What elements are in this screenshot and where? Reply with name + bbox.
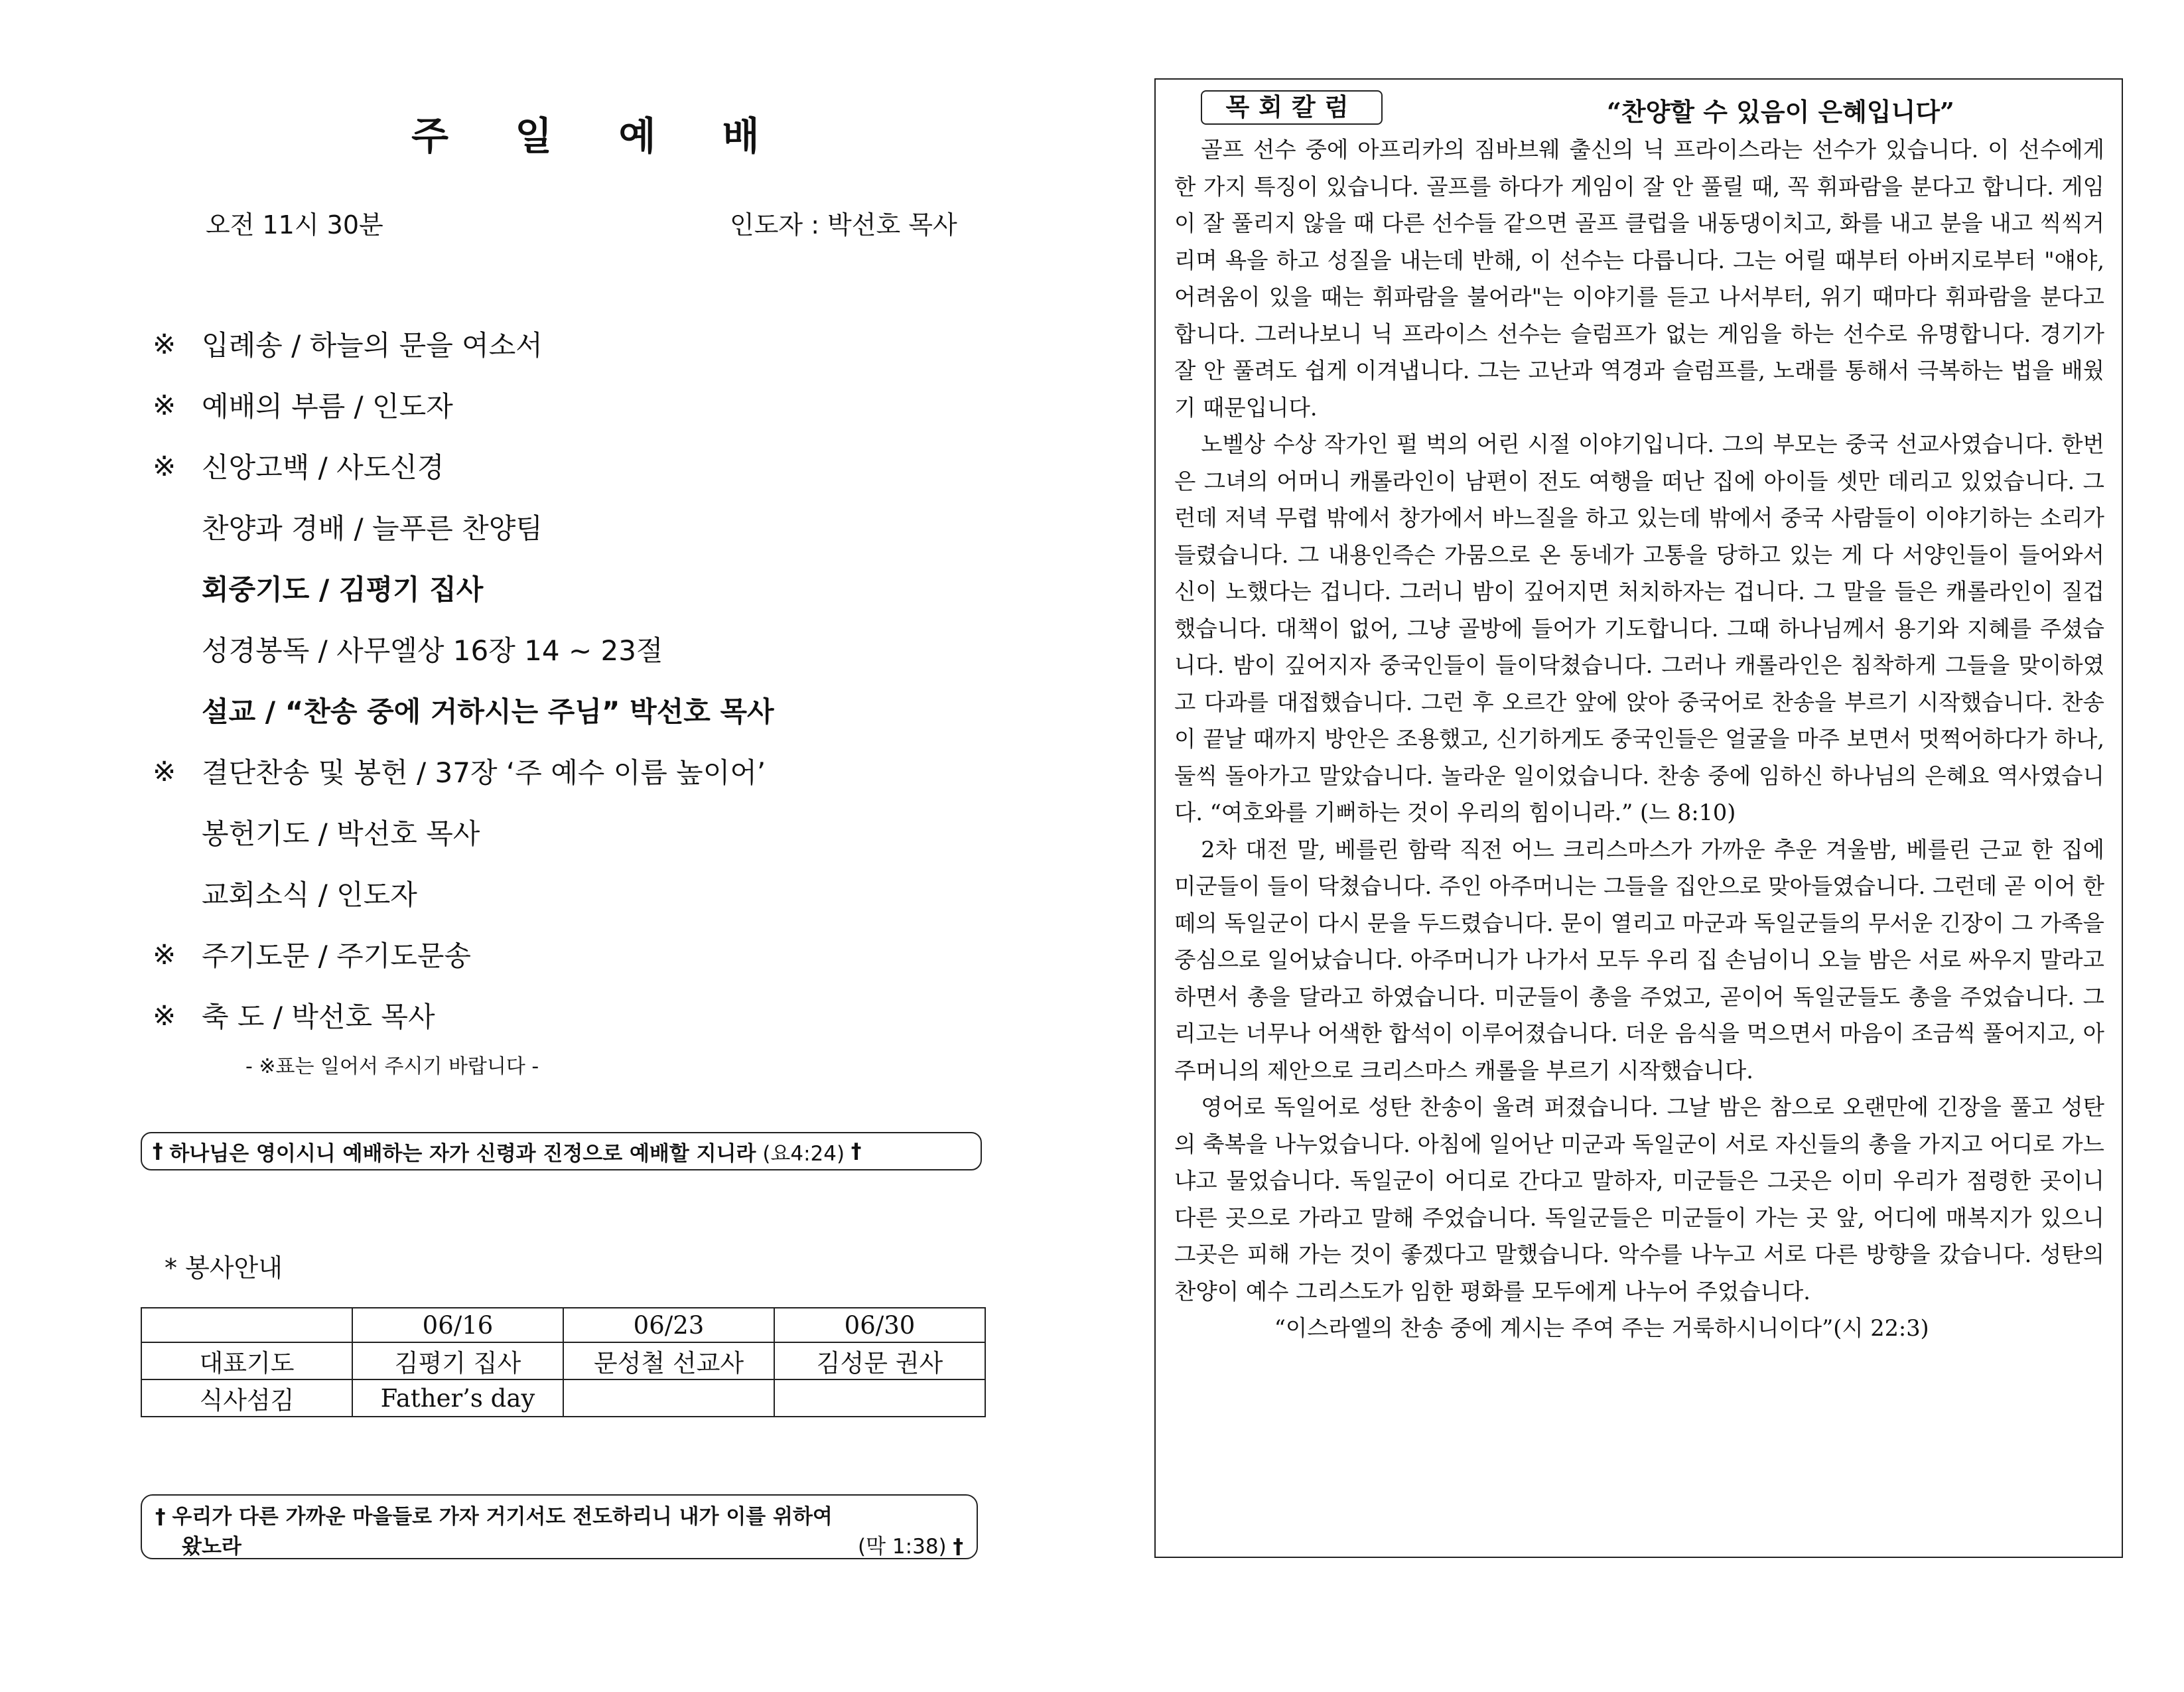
standing-note: - ※표는 일어서 주시기 바랍니다 - [245, 1055, 539, 1078]
cross-icon: † [155, 1505, 166, 1529]
order-item-text: 찬양과 경배 / 늘푸른 찬양팀 [202, 512, 543, 545]
order-item [153, 740, 774, 802]
cross-icon: † [153, 1139, 163, 1163]
table-cell: 식사섬김 [141, 1379, 352, 1417]
column-paragraph: 노벨상 수상 작가인 펄 벅의 어린 시절 이야기입니다. 그의 부모는 중국 선교사였습니다. 한번은 그녀의 어머니 캐롤라인이 남편이 전도 여행을 떠난 집에 아이들 셋만 데리고 있었습니다. 그런데 저녁 무렵 밖에서 창가에서 바느질을 하고 있는데 밖에서 중국 사람들이 이야기하는 소리가 들렸습니다. 그 내용인즉슨 가뭄으로 온 동네가 고통을 당하고 있는 게 다 서양인들이 들어와서 신이 노했다는 겁니다. 그러니 밤이 깊어지면 처치하자는 겁니다. 그 말을 들은 캐롤라인이 질겁했습니다. 대책이 없어, 그냥 골방에 들어가 기도합니다. 그때 하나님께서 용기와 지혜를 주셨습니다. 밤이 깊어지자 중국인들이 들이닥쳤습니다. 그러나 캐롤라인은 침착하게 그들을 맞이하였고 다과를 대접했습니다. 그런 후 오르간 앞에 앉아 중국어로 찬송을 부르기 시작했습니다. 찬송이 끝날 때까지 방안은 조용했고, 신기하게도 중국인들은 얼굴을 마주 보면서 멋쩍어하다가 하나, 둘씩 돌아가고 말았습니다. 놀라운 일이었습니다. 찬송 중에 임하신 하나님의 은혜요 역사였습니다. “여호와를 기뻐하는 것이 우리의 힘이니라.” (느 8:10) [1174, 431, 2104, 825]
order-item [153, 496, 774, 557]
table-header-row [141, 1308, 985, 1342]
column-title: “찬양할 수 있음이 은혜입니다” [1607, 97, 1954, 127]
stand-mark: ※ [153, 388, 176, 421]
column-body [1174, 131, 2104, 1347]
table-header-cell [141, 1308, 352, 1342]
table-header-cell: 06/23 [563, 1308, 774, 1342]
column-label: 목회칼럼 [1201, 90, 1383, 125]
closing-verse: “이스라엘의 찬송 중에 계시는 주여 주는 거룩하시니이다”(시 22:3) [1274, 1315, 1929, 1341]
order-item [153, 863, 774, 924]
page-title: 주 일 예 배 [411, 113, 786, 159]
verse-reference: (막 1:38) [858, 1535, 947, 1559]
order-item-text: 축 도 / 박선호 목사 [202, 1001, 435, 1033]
order-item [153, 924, 774, 985]
order-item [153, 985, 774, 1046]
verse-line [155, 1529, 963, 1559]
stand-mark: ※ [153, 327, 176, 360]
stand-mark: ※ [153, 449, 176, 482]
verse-reference: (요4:24) [762, 1141, 845, 1166]
order-item-text: 입례송 / 하늘의 문을 여소서 [202, 329, 543, 362]
cross-icon: † [851, 1139, 862, 1163]
worship-order-list [153, 313, 774, 1046]
verse-text-continued: 왔노라 [182, 1535, 241, 1559]
order-item [153, 313, 774, 374]
service-table [141, 1307, 986, 1417]
worship-time: 오전 11시 30분 [206, 210, 383, 240]
worship-leader: 인도자 : 박선호 목사 [730, 210, 957, 240]
order-item-text: 설교 / “찬송 중에 거하시는 주님” 박선호 목사 [202, 695, 774, 728]
table-cell: 문성철 선교사 [563, 1342, 774, 1379]
stand-mark: ※ [153, 999, 176, 1032]
order-item [153, 618, 774, 679]
order-item-text: 성경봉독 / 사무엘상 16장 14 ~ 23절 [202, 634, 663, 667]
table-cell [563, 1379, 774, 1417]
verse-text: 우리가 다른 가까운 마을들로 가자 거기서도 전도하리니 내가 이를 위하여 [172, 1505, 833, 1529]
order-item [153, 374, 774, 435]
order-item-text: 주기도문 / 주기도문송 [202, 940, 472, 972]
table-row [141, 1379, 985, 1417]
column-paragraph: 2차 대전 말, 베를린 함락 직전 어느 크리스마스가 가까운 추운 겨울밤, 베를린 근교 한 집에 미군들이 들이 닥쳤습니다. 주인 아주머니는 그들을 집안으로 맞아들였습니다. 그런데 곧 이어 한 떼의 독일군이 다시 문을 두드렸습니다. 문이 열리고 마군과 독일군들의 무서운 긴장이 그 가족을 중심으로 일어났습니다. 아주머니가 나가서 모두 우리 집 손님이니 오늘 밤은 서로 싸우지 말라고 하면서 총을 달라고 하였습니다. 미군들이 총을 주었고, 곧이어 독일군들도 총을 주었습니다. 그리고는 너무나 어색한 합석이 이루어졌습니다. 더운 음식을 먹으면서 마음이 조금씩 풀어지고, 아주머니의 제안으로 크리스마스 캐롤을 부르기 시작했습니다. [1174, 836, 2104, 1084]
column-paragraph: 골프 선수 중에 아프리카의 짐바브웨 출신의 닉 프라이스라는 선수가 있습니다. 이 선수에게 한 가지 특징이 있습니다. 골프를 하다가 게임이 잘 안 풀릴 때, 꼭 휘파람을 분다고 합니다. 게임이 잘 풀리지 않을 때 다른 선수들 같으면 골프 클럽을 내동댕이치고, 화를 내고 분을 내고 씩씩거리며 욕을 하고 성질을 내는데 반해, 이 선수는 다릅니다. 그는 어릴 때부터 아버지로부터 "얘야, 어려움이 있을 때는 휘파람을 불어라"는 이야기를 듣고 나서부터, 위기 때마다 휘파람을 분다고 합니다. 그러나보니 닉 프라이스 선수는 슬럼프가 없는 게임을 하는 선수로 유명합니다. 경기가 잘 안 풀려도 쉽게 이겨냅니다. 그는 고난과 역경과 슬럼프를, 노래를 통해서 극복하는 법을 배웠기 때문입니다. [1174, 137, 2104, 421]
verse-text: 하나님은 영이시니 예배하는 자가 신령과 진정으로 예배할 지니라 [169, 1141, 756, 1166]
verse-box-john [141, 1132, 982, 1170]
order-item-text: 예배의 부름 / 인도자 [202, 390, 453, 423]
table-row [141, 1342, 985, 1379]
stand-mark: ※ [153, 938, 176, 971]
pastor-column [1154, 78, 2123, 1558]
table-cell: 김평기 집사 [352, 1342, 563, 1379]
service-heading: * 봉사안내 [165, 1253, 283, 1283]
order-item [153, 435, 774, 496]
verse-box-mark [141, 1494, 978, 1559]
order-item-text: 봉헌기도 / 박선호 목사 [202, 817, 480, 850]
table-header-cell: 06/16 [352, 1308, 563, 1342]
table-cell [774, 1379, 985, 1417]
order-item-text: 회중기도 / 김평기 집사 [202, 573, 484, 606]
table-cell: 대표기도 [141, 1342, 352, 1379]
order-item [153, 679, 774, 740]
stand-mark: ※ [153, 754, 176, 788]
table-cell: 김성문 권사 [774, 1342, 985, 1379]
verse-line [155, 1500, 963, 1529]
column-paragraph: 영어로 독일어로 성탄 찬송이 울려 퍼졌습니다. 그날 밤은 참으로 오랜만에 긴장을 풀고 성탄의 축복을 나누었습니다. 아침에 일어난 미군과 독일군이 서로 자신들의 총을 가지고 어디로 가느냐고 물었습니다. 독일군이 어디로 간다고 말하자, 미군들은 그곳은 이미 우리가 점령한 곳이니 다른 곳으로 가라고 말해 주었습니다. 독일군들은 미군들이 가는 곳 앞, 어디에 매복지가 있으니 그곳은 피해 가는 것이 좋겠다고 말했습니다. 악수를 나누고 서로 다른 방향을 갔습니다. 성탄의 찬양이 예수 그리스도가 임한 평화를 모두에게 나누어 주었습니다. [1174, 1094, 2104, 1304]
cross-icon: † [953, 1535, 963, 1559]
order-item [153, 802, 774, 863]
table-cell: Father’s day [352, 1379, 563, 1417]
order-item-text: 결단찬송 및 봉헌 / 37장 ‘주 예수 이름 높이어’ [202, 756, 766, 789]
order-item [153, 557, 774, 618]
order-item-text: 신앙고백 / 사도신경 [202, 451, 444, 484]
order-item-text: 교회소식 / 인도자 [202, 879, 417, 911]
table-header-cell: 06/30 [774, 1308, 985, 1342]
